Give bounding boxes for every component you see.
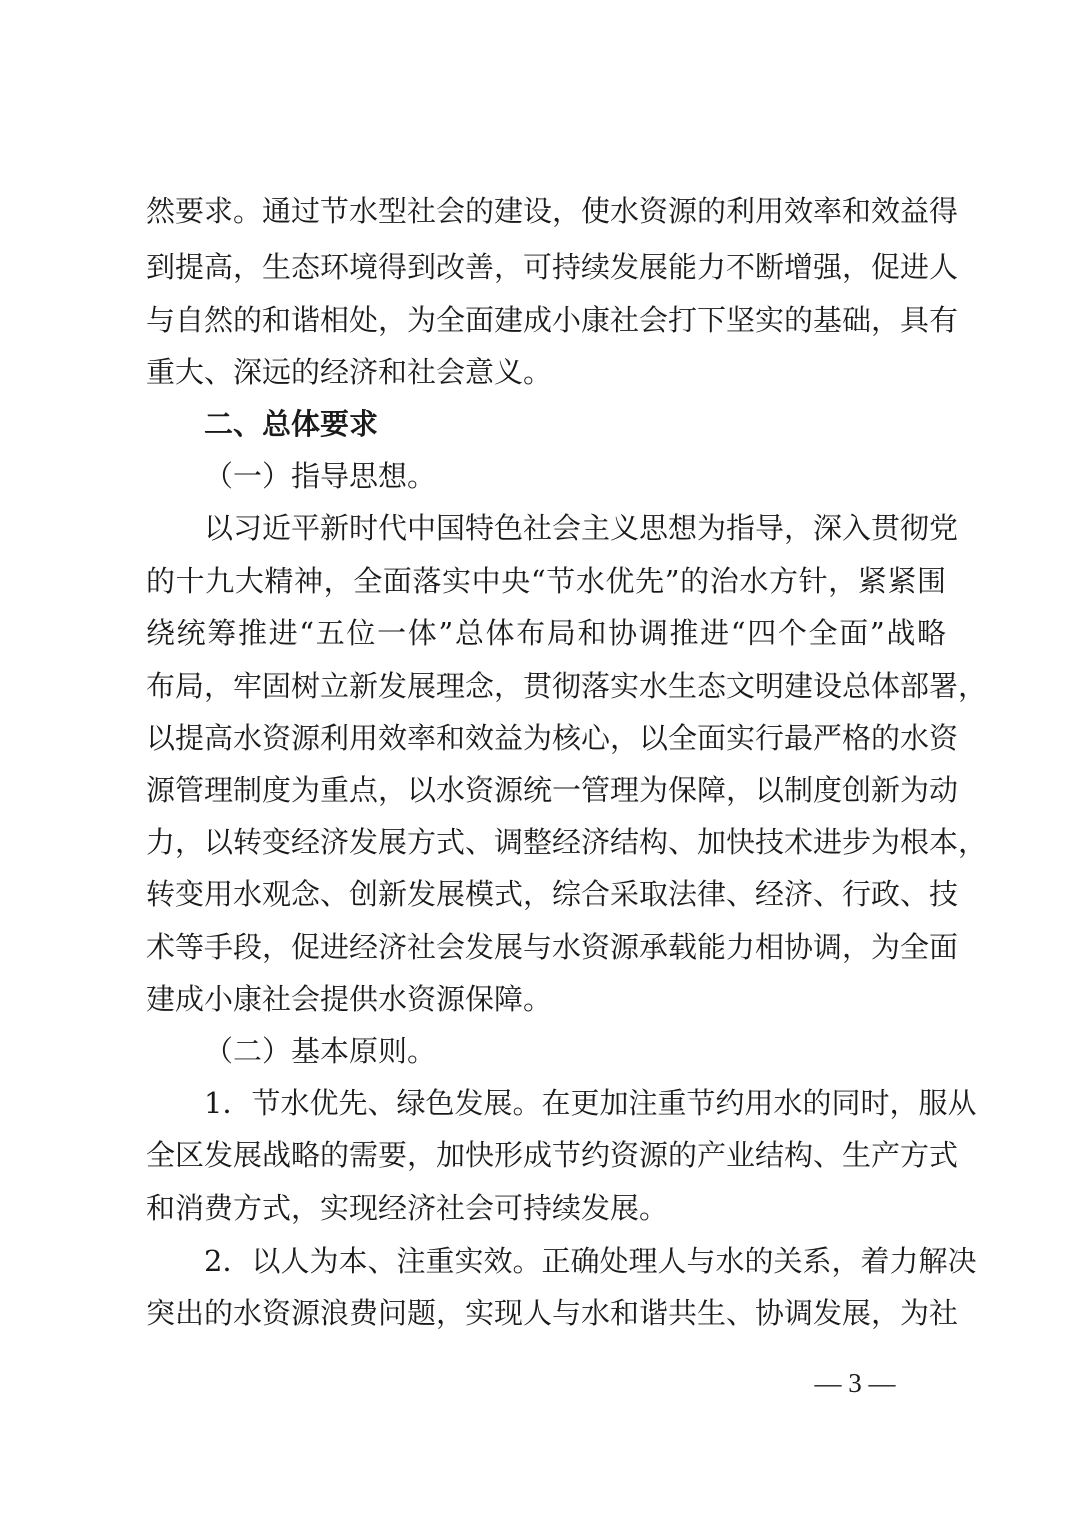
body-text-line: 转变用水观念、创新发展模式，综合采取法律、经济、行政、技: [146, 877, 959, 911]
body-text-line: 重大、深远的经济和社会意义。: [146, 355, 553, 389]
body-text-line: 的十九大精神，全面落实中央“节水优先”的治水方针，紧紧围: [146, 564, 946, 598]
body-text-line: 建成小康社会提供水资源保障。: [146, 982, 553, 1016]
body-text-line: 力，以转变经济发展方式、调整经济结构、加快技术进步为根本，: [146, 825, 988, 859]
body-text-line: 然要求。通过节水型社会的建设，使水资源的利用效率和效益得: [146, 194, 959, 228]
body-text-line: 布局，牢固树立新发展理念，贯彻落实水生态文明建设总体部署，: [146, 669, 988, 703]
subsection-heading: （二）基本原则。: [204, 1034, 437, 1068]
page-number: — 3 —: [814, 1368, 896, 1398]
body-text-line: 源管理制度为重点，以水资源统一管理为保障，以制度创新为动: [146, 773, 959, 807]
body-text-line: 以提高水资源利用效率和效益为核心，以全面实行最严格的水资: [146, 721, 959, 755]
subsection-heading: （一）指导思想。: [204, 459, 437, 493]
section-heading: 二、总体要求: [204, 407, 379, 441]
body-text-line: 术等手段，促进经济社会发展与水资源承载能力相协调，为全面: [146, 930, 959, 964]
body-text-line: 全区发展战略的需要，加快形成节约资源的产业结构、生产方式: [146, 1138, 959, 1172]
body-text-line: 2．以人为本、注重实效。正确处理人与水的关系，着力解决: [204, 1244, 977, 1278]
body-text-line: 到提高，生态环境得到改善，可持续发展能力不断增强，促进人: [146, 250, 959, 284]
body-text-line: 以习近平新时代中国特色社会主义思想为指导，深入贯彻党: [204, 511, 959, 545]
body-text-line: 绕统筹推进“五位一体”总体布局和协调推进“四个全面”战略: [146, 616, 946, 650]
body-text-line: 与自然的和谐相处，为全面建成小康社会打下坚实的基础，具有: [146, 303, 959, 337]
body-text-line: 1．节水优先、绿色发展。在更加注重节约用水的同时，服从: [204, 1086, 977, 1120]
body-text-line: 和消费方式，实现经济社会可持续发展。: [146, 1191, 669, 1225]
body-text-line: 突出的水资源浪费问题，实现人与水和谐共生、协调发展，为社: [146, 1296, 959, 1330]
